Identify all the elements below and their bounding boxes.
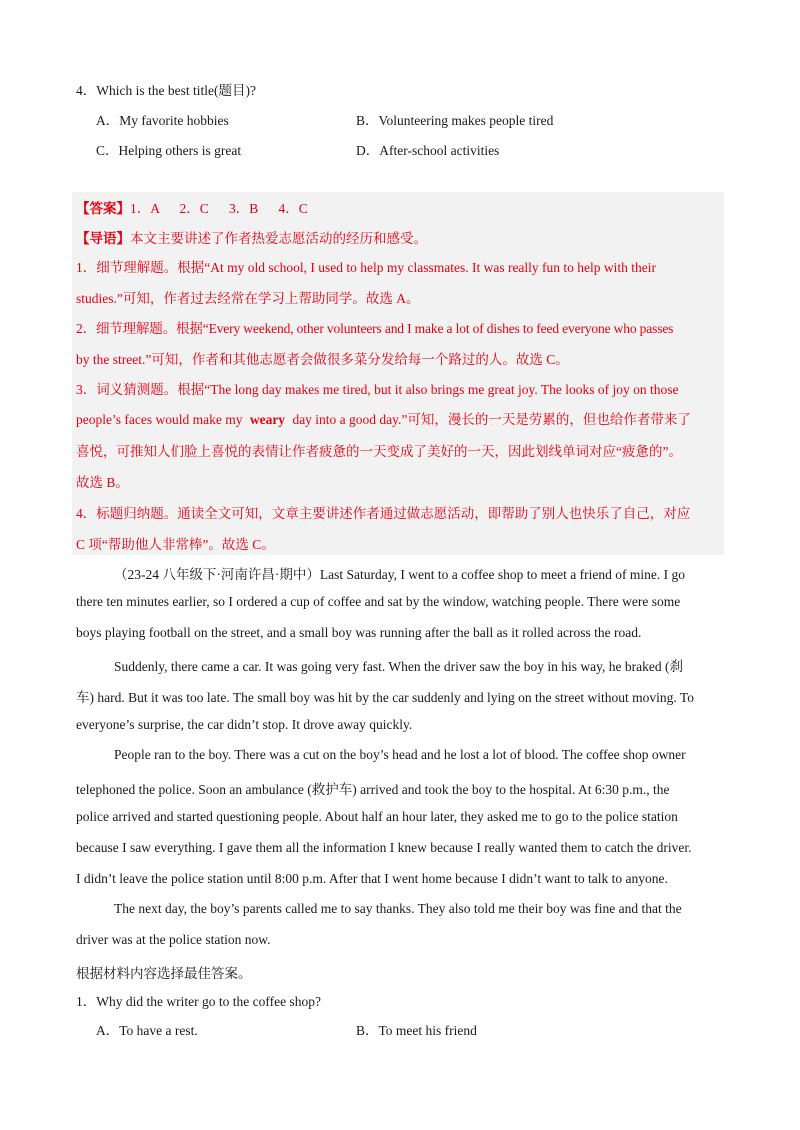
question-4-stem: 4．Which is the best title(题目)?: [76, 83, 256, 98]
passage-p3-line-4: because I saw everything. I gave them all the information I knew because I really wanted them to catch the driver.: [76, 840, 692, 855]
answer-key: 1．A 2．C 3．B 4．C: [130, 201, 308, 216]
passage-p3-line-2: telephoned the police. Soon an ambulance (救护车) arrived and took the boy to the hospital. At 6:30 p.m., the: [76, 782, 670, 797]
question-4-option-d: D．After-school activities: [356, 143, 500, 158]
passage-p3-line-1: People ran to the boy. There was a cut on the boy’s head and he lost a lot of blood. The coffee shop owner: [114, 747, 686, 762]
passage-p4-line-1: The next day, the boy’s parents called me to say thanks. They also told me their boy was fine and that the: [114, 901, 682, 916]
explanation-3-line-2: [76, 408, 691, 428]
guide-label: 【导语】: [76, 231, 130, 246]
passage-p4-line-2: driver was at the police station now.: [76, 932, 271, 947]
explanation-3-line-3: 喜悦，可推知人们脸上喜悦的表情让作者疲惫的一天变成了美好的一天，因此划线单词对应“疲惫的”。: [76, 444, 682, 459]
guide-text: 本文主要讲述了作者热爱志愿活动的经历和感受。: [130, 231, 427, 246]
instruction-text: 根据材料内容选择最佳答案。: [76, 966, 252, 981]
explanation-3-text-c: day into a good day.”可知，漫长的一天是劳累的，但也给作者带来了: [289, 412, 691, 427]
question-4-option-c: C．Helping others is great: [96, 143, 242, 158]
underlined-word-weary: weary: [249, 412, 286, 427]
question-4-option-a: A．My favorite hobbies: [96, 113, 229, 128]
passage-p2-line-1: Suddenly, there came a car. It was going very fast. When the driver saw the boy in his way, he braked (刹: [114, 659, 683, 674]
passage-p1-line-1: （23-24 八年级下·河南许昌·期中）Last Saturday, I went to a coffee shop to meet a friend of mine. I go: [114, 567, 685, 582]
explanation-2-line-1: 2．细节理解题。根据“Every weekend, other volunteers and I make a lot of dishes to feed everyone who passes: [76, 321, 674, 336]
answer-key-line: [76, 197, 308, 217]
question-1-option-a: A．To have a rest.: [96, 1023, 198, 1038]
explanation-3-line-4: 故选 B。: [76, 475, 129, 490]
explanation-1-line-1: 1．细节理解题。根据“At my old school, I used to help my classmates. It was really fun to help with their: [76, 260, 657, 275]
question-1-option-b: B．To meet his friend: [356, 1023, 477, 1038]
passage-p1-line-3: boys playing football on the street, and a small boy was running after the ball as it rolled across the road.: [76, 625, 642, 640]
answer-label: 【答案】: [76, 201, 130, 216]
question-4-option-b: B．Volunteering makes people tired: [356, 113, 554, 128]
explanation-4-line-1: 4．标题归纳题。通读全文可知，文章主要讲述作者通过做志愿活动，即帮助了别人也快乐了自己，对应: [76, 506, 691, 521]
explanation-2-line-2: by the street.”可知，作者和其他志愿者会做很多菜分发给每一个路过的人。故选 C。: [76, 352, 569, 367]
passage-p2-line-2: 车) hard. But it was too late. The small boy was hit by the car suddenly and lying on the street without moving. To: [76, 690, 694, 705]
explanation-3-text-a: people’s faces would make my: [76, 412, 246, 427]
passage-p2-line-3: everyone’s surprise, the car didn’t stop. It drove away quickly.: [76, 717, 413, 732]
passage-p3-line-3: police arrived and started questioning people. About half an hour later, they asked me to go to the police station: [76, 809, 678, 824]
passage-p3-line-5: I didn’t leave the police station until 8:00 p.m. After that I went home because I didn’t want to talk to anyone.: [76, 871, 668, 886]
question-1-stem: 1．Why did the writer go to the coffee shop?: [76, 994, 321, 1009]
explanation-4-line-2: C 项“帮助他人非常棒”。故选 C。: [76, 537, 275, 552]
explanation-1-line-2: studies.”可知，作者过去经常在学习上帮助同学。故选 A。: [76, 291, 420, 306]
explanation-3-line-1: 3．词义猜测题。根据“The long day makes me tired, but it also brings me great joy. The looks of joy on those: [76, 382, 679, 397]
passage-p1-line-2: there ten minutes earlier, so I ordered a cup of coffee and sat by the window, watching people. There were some: [76, 594, 681, 609]
guide-line: [76, 227, 427, 247]
